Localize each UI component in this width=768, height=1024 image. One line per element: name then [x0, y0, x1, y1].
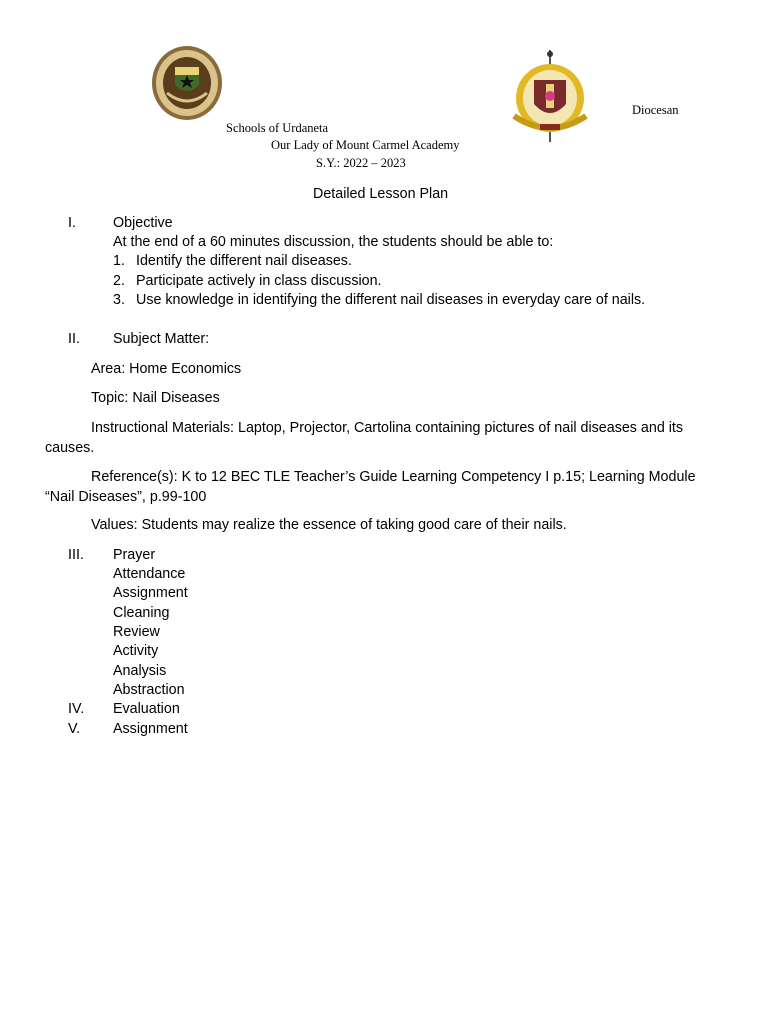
area-line: Area: Home Economics	[91, 361, 242, 377]
objective-intro: At the end of a 60 minutes discussion, the students should be able to:	[113, 234, 554, 250]
procedure-item: Prayer	[113, 547, 156, 563]
list-item: Use knowledge in identifying the different nail diseases in everyday care of nails.	[136, 292, 646, 308]
diocesan-label: Diocesan	[632, 103, 679, 117]
academy-name: Our Lady of Mount Carmel Academy	[271, 138, 460, 152]
section-heading: Objective	[113, 215, 173, 231]
section-numeral: IV.	[68, 701, 85, 717]
section-numeral: III.	[68, 547, 84, 563]
procedure-item: Assignment	[113, 585, 188, 601]
procedure-item: Abstraction	[113, 682, 185, 698]
procedure-item: Review	[113, 624, 160, 640]
list-item: Identify the different nail diseases.	[136, 253, 352, 269]
procedure-item: Attendance	[113, 566, 186, 582]
procedure-item: Activity	[113, 643, 159, 659]
list-item-number: 1.	[113, 253, 125, 269]
section-heading: Assignment	[113, 721, 188, 737]
procedure-item: Analysis	[113, 663, 167, 679]
page-title: Detailed Lesson Plan	[313, 186, 449, 202]
topic-line: Topic: Nail Diseases	[91, 390, 220, 406]
list-item: Participate actively in class discussion.	[136, 273, 382, 289]
schools-label: Schools of Urdaneta	[226, 121, 329, 135]
section-numeral: I.	[68, 215, 76, 231]
list-item-number: 3.	[113, 292, 125, 308]
values-line: Values: Students may realize the essence of taking good care of their nails.	[91, 517, 567, 533]
section-numeral: II.	[68, 331, 80, 347]
list-item-number: 2.	[113, 273, 125, 289]
academy-seal-logo	[151, 45, 223, 121]
diocesan-seal-logo	[508, 48, 592, 144]
section-heading: Subject Matter:	[113, 331, 210, 347]
materials-paragraph: Instructional Materials: Laptop, Projector, Cartolina containing pictures of nail diseases and its causes.	[45, 420, 684, 456]
section-numeral: V.	[68, 721, 81, 737]
procedure-item: Cleaning	[113, 605, 170, 621]
school-year: S.Y.: 2022 – 2023	[316, 156, 406, 170]
references-paragraph: Reference(s): K to 12 BEC TLE Teacher’s Guide Learning Competency I p.15; Learning Module “Nail Diseases”, p.99-100	[45, 469, 696, 505]
section-heading: Evaluation	[113, 701, 180, 717]
